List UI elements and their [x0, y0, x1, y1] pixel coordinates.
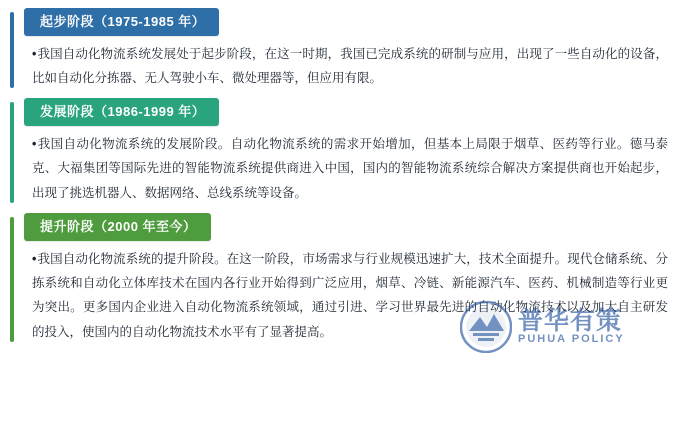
- stage-badge-2: 发展阶段（1986-1999 年）: [24, 98, 219, 126]
- bullet-icon-1: •: [32, 46, 37, 61]
- section-accent-bar-3: [10, 217, 14, 342]
- bullet-icon-3: •: [32, 251, 37, 266]
- stage-paragraph-text-2: 我国自动化物流系统的发展阶段。自动化物流系统的需求开始增加，但基本上局限于烟草、医药等行业。德马泰克、大福集团等国际先进的智能物流系统提供商进入中国，国内的智能物流系统综合解决方案提供商也开始起步，出现了挑选机器人、数据网络、总线系统等设备。: [32, 136, 668, 200]
- bullet-icon-2: •: [32, 136, 37, 151]
- stage-paragraph-3: [32, 245, 674, 347]
- stage-paragraph-text-3: 我国自动化物流系统的提升阶段。在这一阶段，市场需求与行业规模迅速扩大，技术全面提升。现代仓储系统、分拣系统和自动化立体库技术在国内各行业开始得到广泛应用，烟草、冷链、新能源汽车、医药、机械制造等行业更为突出。更多国内企业进入自动化物流系统领域，通过引进、学习世界最先进的自动化物流技术以及加大自主研发的投入，使国内的自动化物流技术水平有了显著提高。: [32, 251, 668, 339]
- stage-section-1: [10, 8, 674, 92]
- stage-section-2: [10, 98, 674, 207]
- stage-paragraph-text-1: 我国自动化物流系统发展处于起步阶段，在这一时期，我国已完成系统的研制与应用，出现了一些自动化的设备，比如自动化分拣器、无人驾驶小车、微处理器等，但应用有限。: [32, 46, 668, 85]
- watermark-brand-en: PUHUA POLICY: [518, 333, 625, 345]
- stage-badge-1: 起步阶段（1975-1985 年）: [24, 8, 219, 36]
- stage-paragraph-2: [32, 130, 674, 207]
- section-body-1: [24, 40, 674, 93]
- stage-paragraph-1: [32, 40, 674, 93]
- stage-badge-3: 提升阶段（2000 年至今）: [24, 213, 211, 241]
- section-body-2: [24, 130, 674, 207]
- watermark-brand-cn: 普华有策: [518, 306, 623, 335]
- stage-section-3: [10, 213, 674, 346]
- section-body-3: [24, 245, 674, 347]
- section-accent-bar-1: [10, 12, 14, 88]
- section-accent-bar-2: [10, 102, 14, 203]
